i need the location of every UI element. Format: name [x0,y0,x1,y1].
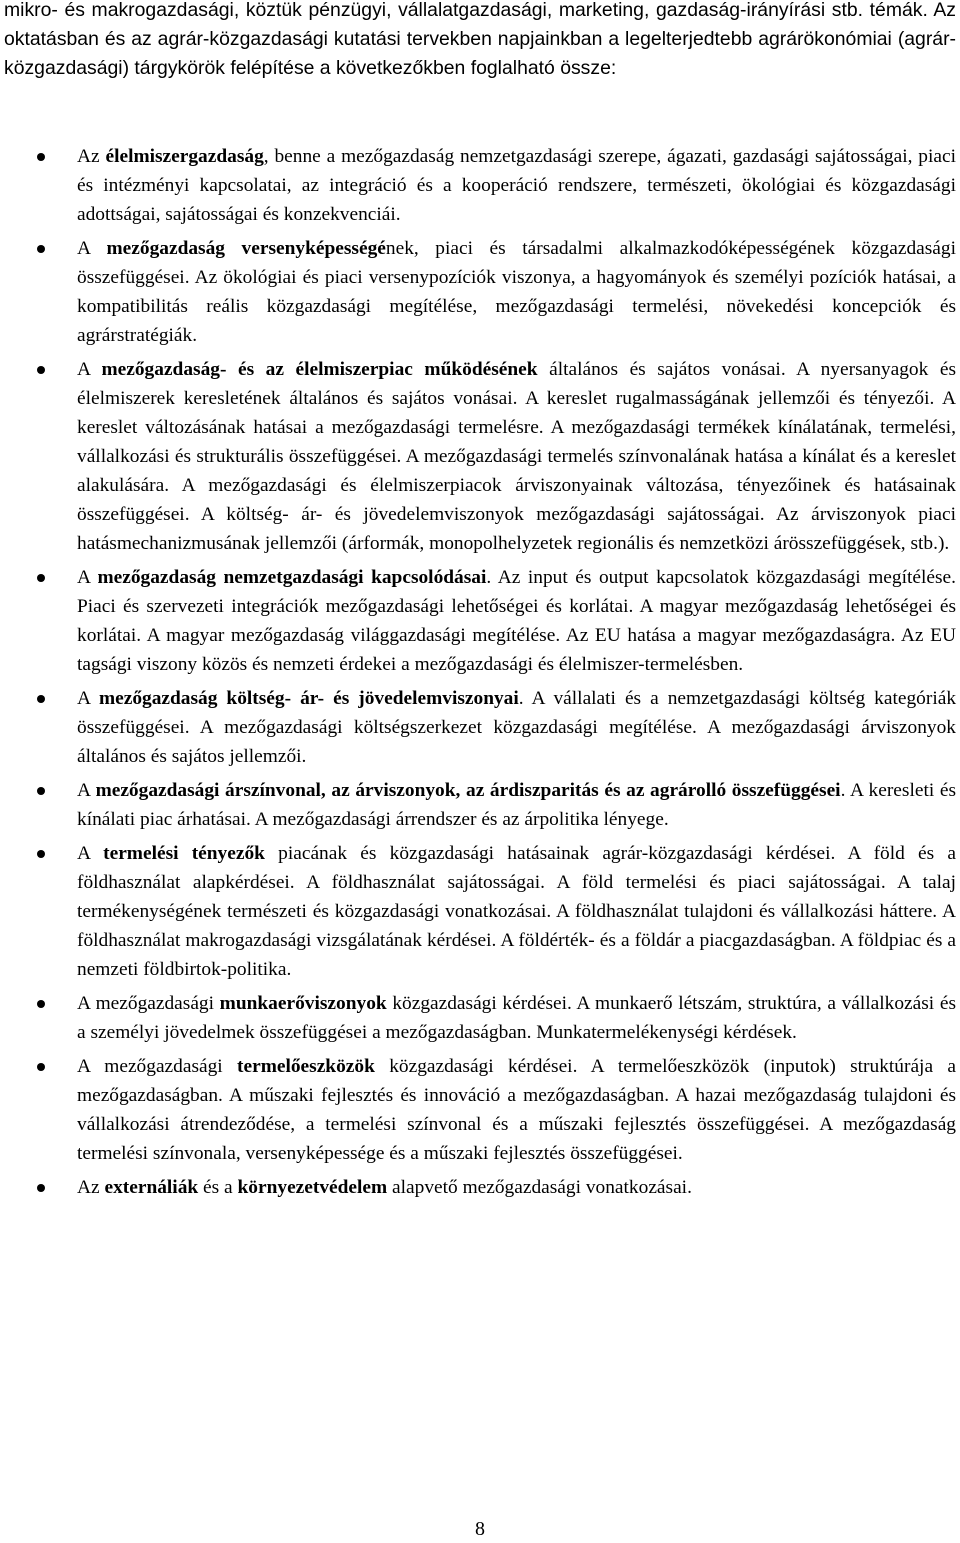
text-segment: általános és sajátos vonásai. A nyersanyagok és élelmiszerek keresletének általános és sajátos vonásai. A kereslet rugalmasságának jellemzői és tényezői. A kereslet változásának hatásai a mezőgazdasági termelésre. A mezőgazdasági termékek kínálatának, termelési, vállalkozási és strukturális összefüggései. A mezőgazdasági termelés színvonalának hatása a kínálat és a kereslet alakulására. A mezőgazdasági és élelmiszerpiacok árviszonyainak változása, tényezőinek és hatásainak összefüggései. A költség- ár- és jövedelemviszonyok mezőgazdasági sajátosságai. Az árviszonyok piaci hatásmechanizmusának jellemzői (árformák, monopolhelyzetek regionális és nemzetközi árösszefüggések, stb.). [77,359,957,554]
text-segment: A mezőgazdasági [77,993,220,1014]
text-segment: Az [77,1177,105,1198]
bullet-icon [37,695,45,703]
list-item [0,839,960,984]
text-segment: A [77,688,99,709]
text-segment: A [77,843,104,864]
bold-term: munkaerőviszonyok [219,993,387,1014]
text-segment: A [77,567,98,588]
text-segment: A [77,238,107,259]
bold-term: termelési tényezők [103,843,265,864]
list-item [0,989,960,1047]
bold-term: mezőgazdaság versenyképességé [106,238,386,259]
text-segment: A [77,780,96,801]
bold-term: mezőgazdaság költség- ár- és jövedelemviszonyai [98,688,519,709]
bold-term: élelmiszergazdaság [105,146,264,167]
bullet-icon [37,1063,45,1071]
bullet-icon [37,245,45,253]
text-segment: . A keresleti és kínálati piac árhatásai. A mezőgazdasági árrendszer és az árpolitika lényege. [77,780,956,830]
topic-list [0,142,960,1207]
list-item-text [77,234,956,350]
intro-text: mikro- és makrogazdasági, köztük pénzügyi, vállalatgazdasági, marketing, gazdaság-irányírási stb. témák. Az oktatásban és az agrár-közgazdasági kutatási tervekben napjainkban a legelterjedtebb agrárökonómiai (agrár-közgazdasági) tárgykörök felépítése a következőkben foglalható össze: [4,0,956,79]
list-item-text [77,355,956,558]
text-segment: A mezőgazdasági [77,1056,238,1077]
intro-paragraph [4,0,956,83]
bold-term: externáliák [104,1177,199,1198]
list-item [0,563,960,679]
bullet-icon [37,366,45,374]
bullet-icon [37,153,45,161]
list-item [0,1173,960,1202]
list-item [0,776,960,834]
list-item [0,234,960,350]
text-segment: alapvető mezőgazdasági vonatkozásai. [387,1177,692,1198]
bold-term: környezetvédelem [237,1177,388,1198]
bullet-icon [37,787,45,795]
bold-term: mezőgazdasági árszínvonal, az árviszonyok, az árdiszparitás és az agrárolló összefüggései [95,780,841,801]
bold-term: mezőgazdaság- és az élelmiszerpiac működésének [101,359,538,380]
bold-term: termelőeszközök [237,1056,375,1077]
list-item-text [77,989,956,1047]
list-item-text [77,1052,956,1168]
text-segment: piacának és közgazdasági hatásainak agrár-közgazdasági kérdései. A föld és a földhasználat alapkérdései. A földhasználat sajátosságai. A föld termelési és piaci sajátosságai. A talaj termékenységének természeti és közgazdasági vonatkozásai. A földhasználat tulajdoni és vállalkozási háttere. A földhasználat makrogazdasági vizsgálatának kérdései. A földérték- és a földár a piacgazdaságban. A földpiac és a nemzeti földbirtok-politika. [77,843,956,980]
list-item [0,355,960,558]
bullet-icon [37,850,45,858]
bullet-icon [37,1184,45,1192]
page-number: 8 [475,1518,485,1540]
bold-term: mezőgazdaság nemzetgazdasági kapcsolódásai [97,567,487,588]
text-segment: . Az input és output kapcsolatok közgazdasági megítélése. Piaci és szervezeti integrációk mezőgazdasági lehetőségei és korlátai. A magyar mezőgazdaság lehetőségei és korlátai. A magyar mezőgazdaság világgazdasági megítélése. Az EU hatása a magyar mezőgazdaságra. Az EU tagsági viszony közös és nemzeti érdekei a mezőgazdasági és élelmiszer-termelésben. [77,567,956,675]
list-item [0,1052,960,1168]
list-item-text [77,142,956,229]
list-item-text [77,839,956,984]
text-segment: és a [198,1177,238,1198]
list-item [0,142,960,229]
text-segment: Az [77,146,106,167]
list-item [0,684,960,771]
text-segment: közgazdasági kérdései. A termelőeszközök (inputok) struktúrája a mezőgazdaságban. A műszaki fejlesztés és innováció a mezőgazdaságban. A hazai mezőgazdaság tulajdoni és vállalkozási átrendeződése, a termelési színvonal és a műszaki fejlesztés összefüggései. A mezőgazdaság termelési színvonala, versenyképessége és a műszaki fejlesztés összefüggései. [77,1056,956,1164]
list-item-text [77,684,956,771]
text-segment: közgazdasági kérdései. A munkaerő létszám, struktúra, a vállalkozási és a személyi jövedelmek összefüggései a mezőgazdaságban. Munkatermelékenységi kérdések. [77,993,956,1043]
bullet-icon [37,574,45,582]
text-segment: , benne a mezőgazdaság nemzetgazdasági szerepe, ágazati, gazdasági sajátosságai, piaci és intézményi kapcsolatai, az integráció és a kooperáció rendszere, természeti, ökológiai és közgazdasági adottságai, sajátosságai és konzekvenciái. [77,146,956,225]
list-item-text [77,563,956,679]
text-segment: A [77,359,102,380]
text-segment: nek, piaci és társadalmi alkalmazkodóképességének közgazdasági összefüggései. Az ökológiai és piaci versenypozíciók viszonya, a hagyományok és személyi pozíciók hatásai, a kompatibilitás reális közgazdasági megítélése, mezőgazdasági termelési, növekedési koncepciók és agrárstratégiák. [77,238,956,346]
list-item-text [77,1173,956,1202]
list-item-text [77,776,956,834]
bullet-icon [37,1000,45,1008]
text-segment: . A vállalati és a nemzetgazdasági költség kategóriák összefüggései. A mezőgazdasági költségszerkezet közgazdasági megítélése. A mezőgazdasági árviszonyok általános és sajátos jellemzői. [77,688,957,767]
